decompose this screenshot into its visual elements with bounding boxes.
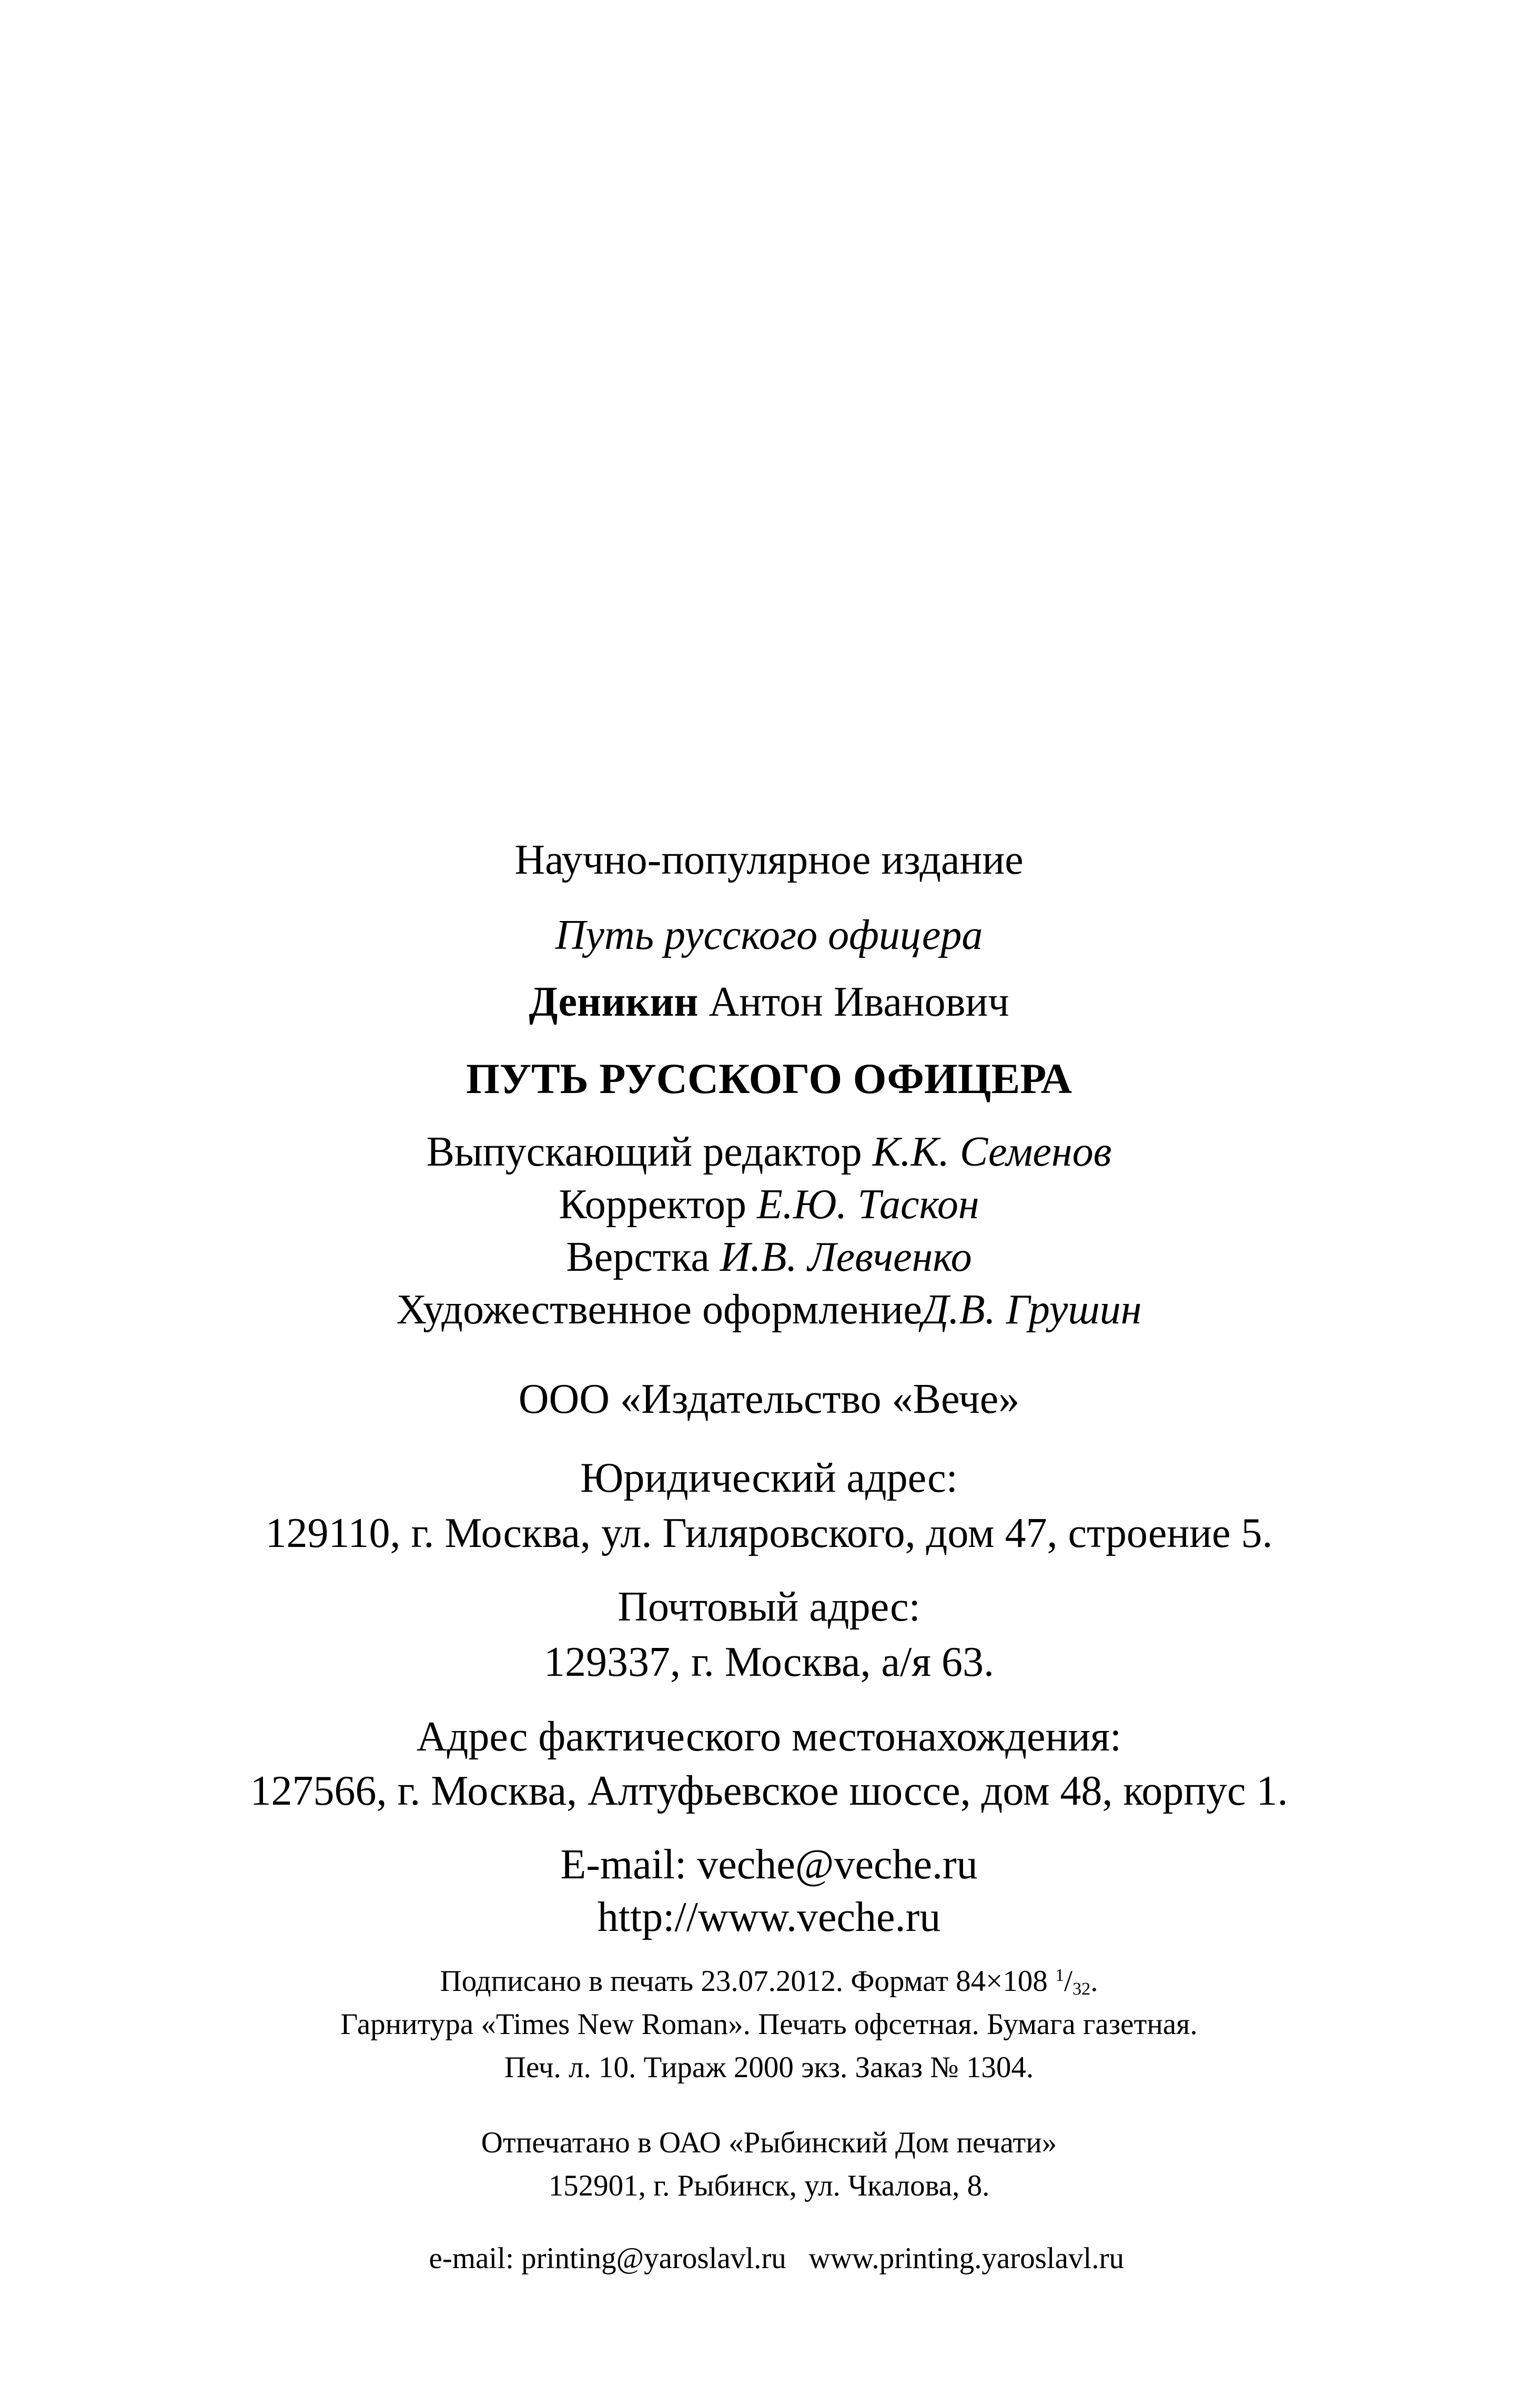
staff-proofreader: Корректор Е.Ю. Таскон (559, 1181, 979, 1228)
printer-address: 152901, г. Рыбинск, ул. Чкалова, 8. (548, 2169, 990, 2202)
printer-name: Отпечатано в ОАО «Рыбинский Дом печати» (481, 2126, 1057, 2159)
publisher-website: http://www.veche.ru (597, 1894, 941, 1940)
book-title-caps: ПУТЬ РУССКОГО ОФИЦЕРА (466, 1055, 1072, 1102)
book-title-italic: Путь русского офицера (555, 912, 983, 958)
print-signed-line: Подписано в печать 23.07.2012. Формат 84×108 $^1/_{32}$. (440, 1965, 1098, 1999)
postal-address-label: Почтовый адрес: (618, 1584, 920, 1630)
postal-address: 129337, г. Москва, а/я 63. (543, 1639, 995, 1685)
staff-layout: Верстка И.В. Левченко (566, 1234, 972, 1280)
legal-address: 129110, г. Москва, ул. Гиляровского, дом 47, строение 5. (265, 1510, 1273, 1556)
format-fraction: $^1/_{32}$ (1055, 1965, 1091, 1999)
actual-address-label: Адрес фактического местонахождения: (416, 1714, 1122, 1760)
staff-editor: Выпускающий редактор К.К. Семенов (426, 1129, 1112, 1175)
publisher-name: ООО «Издательство «Вече» (518, 1376, 1020, 1422)
author-surname: Деникин (529, 979, 699, 1025)
author-line (0, 981, 1538, 1023)
edition-type: Научно-популярное издание (514, 837, 1024, 883)
author-given-names: Антон Иванович (709, 979, 1009, 1025)
print-typeface-line: Гарнитура «Times New Roman». Печать офсетная. Бумага газетная. (340, 2008, 1198, 2041)
print-run-line: Печ. л. 10. Тираж 2000 экз. Заказ № 1304. (504, 2051, 1034, 2084)
legal-address-label: Юридический адрес: (580, 1455, 958, 1501)
publisher-email: E-mail: veche@veche.ru (560, 1842, 978, 1888)
actual-address: 127566, г. Москва, Алтуфьевское шоссе, дом 48, корпус 1. (250, 1768, 1288, 1814)
staff-art-design: Художественное оформлениеД.В. Грушин (396, 1287, 1142, 1333)
printer-contacts: e-mail: printing@yaroslavl.ru www.printing.yaroslavl.ru (429, 2242, 1125, 2275)
